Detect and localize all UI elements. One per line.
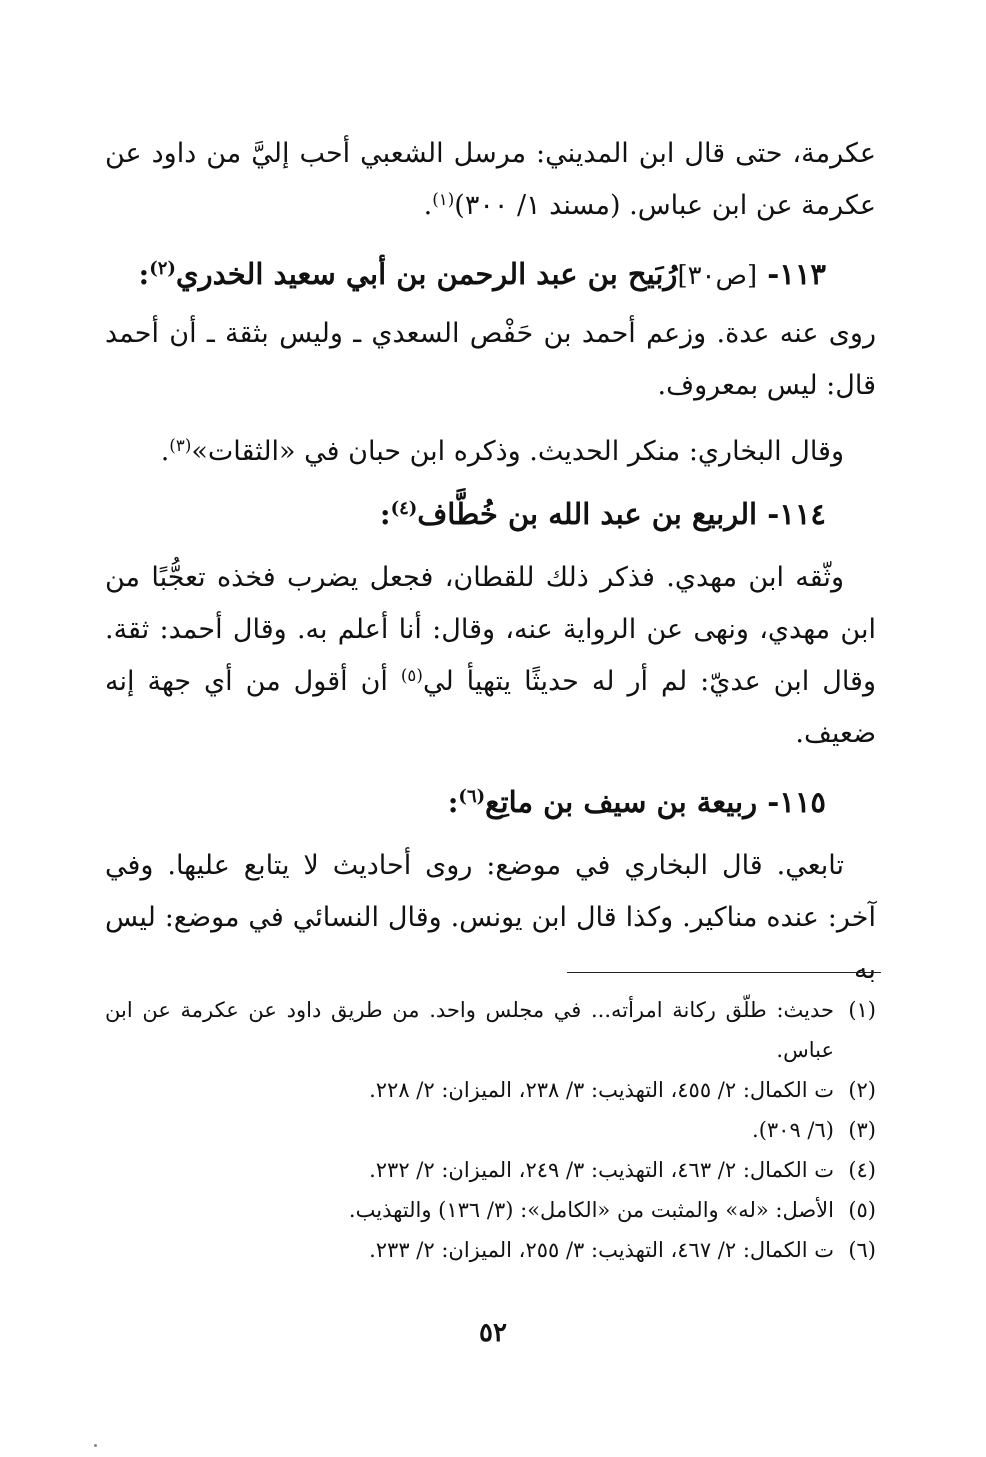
footnote-item — [105, 1110, 876, 1150]
footnote-item — [105, 990, 876, 1070]
footnote-text: الأصل: «له» والمثبت من «الكامل»: (٣/ ١٣٦) والتهذيب. — [348, 1198, 834, 1222]
entry-number: ١١٥- — [767, 785, 826, 819]
main-text — [105, 128, 876, 996]
footnote-number: (٣) — [848, 1118, 876, 1142]
footnote-item — [105, 1150, 876, 1190]
footnote-text: (٦/ ٣٠٩). — [752, 1118, 834, 1142]
footnote-item — [105, 1070, 876, 1110]
footnote-text: ت الكمال: ٢/ ٤٦٧، التهذيب: ٣/ ٢٥٥، الميزان: ٢/ ٢٣٣. — [369, 1238, 834, 1262]
punctuation: : — [447, 785, 459, 819]
scan-speck — [94, 1444, 97, 1447]
entry-number: ١١٣- — [767, 257, 826, 291]
paragraph-text: وقال البخاري: منكر الحديث. وذكره ابن حبان في «الثقات» — [191, 436, 844, 467]
footnote-ref: (٣) — [169, 434, 192, 455]
page-number: ٥٢ — [479, 1318, 507, 1348]
entry-heading-114 — [105, 486, 876, 542]
footnote-number: (٥) — [848, 1198, 876, 1222]
footnote-number: (٦) — [848, 1238, 876, 1262]
footnote-text: ت الكمال: ٢/ ٤٦٣، التهذيب: ٣/ ٢٤٩، الميزان: ٢/ ٢٣٢. — [369, 1158, 834, 1182]
paragraph-text: عكرمة، حتى قال ابن المديني: مرسل الشعبي أحب إليَّ من داود عن عكرمة عن ابن عباس. (مسند ١/ ٣٠٠) — [105, 138, 876, 221]
paragraph-entry-115: تابعي. قال البخاري في موضع: روى أحاديث لا يتابع عليها. وفي آخر: عنده مناكير. وكذا قال ابن يونس. وقال النسائي في موضع: ليس به — [105, 850, 876, 985]
paragraph-entry-113: روى عنه عدة. وزعم أحمد بن حَفْص السعدي ـ وليس بثقة ـ أن أحمد قال: ليس بمعروف. — [105, 318, 876, 401]
footnotes — [105, 990, 876, 1270]
punctuation: . — [423, 190, 433, 221]
paragraph-text: أن أقول من أي جهة إنه ضعيف. — [105, 666, 876, 749]
narrator-name: رُبَيح بن عبد الرحمن بن أبي سعيد الخدري — [175, 257, 678, 291]
paragraph-entry-114 — [105, 552, 876, 760]
punctuation: : — [379, 497, 391, 531]
footnote-item — [105, 1230, 876, 1270]
footnote-ref: (٤) — [390, 498, 418, 520]
paragraph-continuation — [105, 128, 876, 232]
footnote-number: (٤) — [848, 1158, 876, 1182]
footnote-text: ت الكمال: ٢/ ٤٥٥، التهذيب: ٣/ ٢٣٨، الميزان: ٢/ ٢٢٨. — [369, 1078, 834, 1102]
footnote-ref: (٥) — [400, 664, 423, 685]
paragraph-bukhari — [105, 426, 876, 478]
footnote-separator — [567, 972, 881, 973]
punctuation: : — [138, 257, 150, 291]
footnote-number: (٢) — [848, 1078, 876, 1102]
entry-heading-113 — [105, 246, 876, 304]
entry-heading-115 — [105, 774, 876, 830]
narrator-name: الربيع بن عبد الله بن خُطَّاف — [417, 497, 758, 531]
footnote-number: (١) — [848, 998, 876, 1022]
paragraph-text: وثّقه ابن مهدي. فذكر ذلك للقطان، فجعل يضرب فخذه تعجُّبًا من ابن مهدي، ونهى عن الرواية عنه، وقال: أنا أعلم به. وقال أحمد: ثقة. وقال ابن عديّ: لم أر له حديثًا يتهيأ لي — [105, 562, 876, 697]
punctuation: . — [160, 436, 170, 467]
entry-number: ١١٤- — [767, 497, 826, 531]
footnote-ref: (٢) — [149, 258, 176, 280]
footnote-ref: (١) — [432, 188, 455, 209]
page-ref: [ص٣٠] — [677, 261, 758, 291]
footnote-text: حديث: طلّق ركانة امرأته... في مجلس واحد. من طريق داود عن عكرمة عن ابن عباس. — [105, 998, 834, 1062]
narrator-name: ربيعة بن سيف بن ماتِع — [485, 785, 758, 819]
footnote-item — [105, 1190, 876, 1230]
footnote-ref: (٦) — [458, 786, 486, 808]
